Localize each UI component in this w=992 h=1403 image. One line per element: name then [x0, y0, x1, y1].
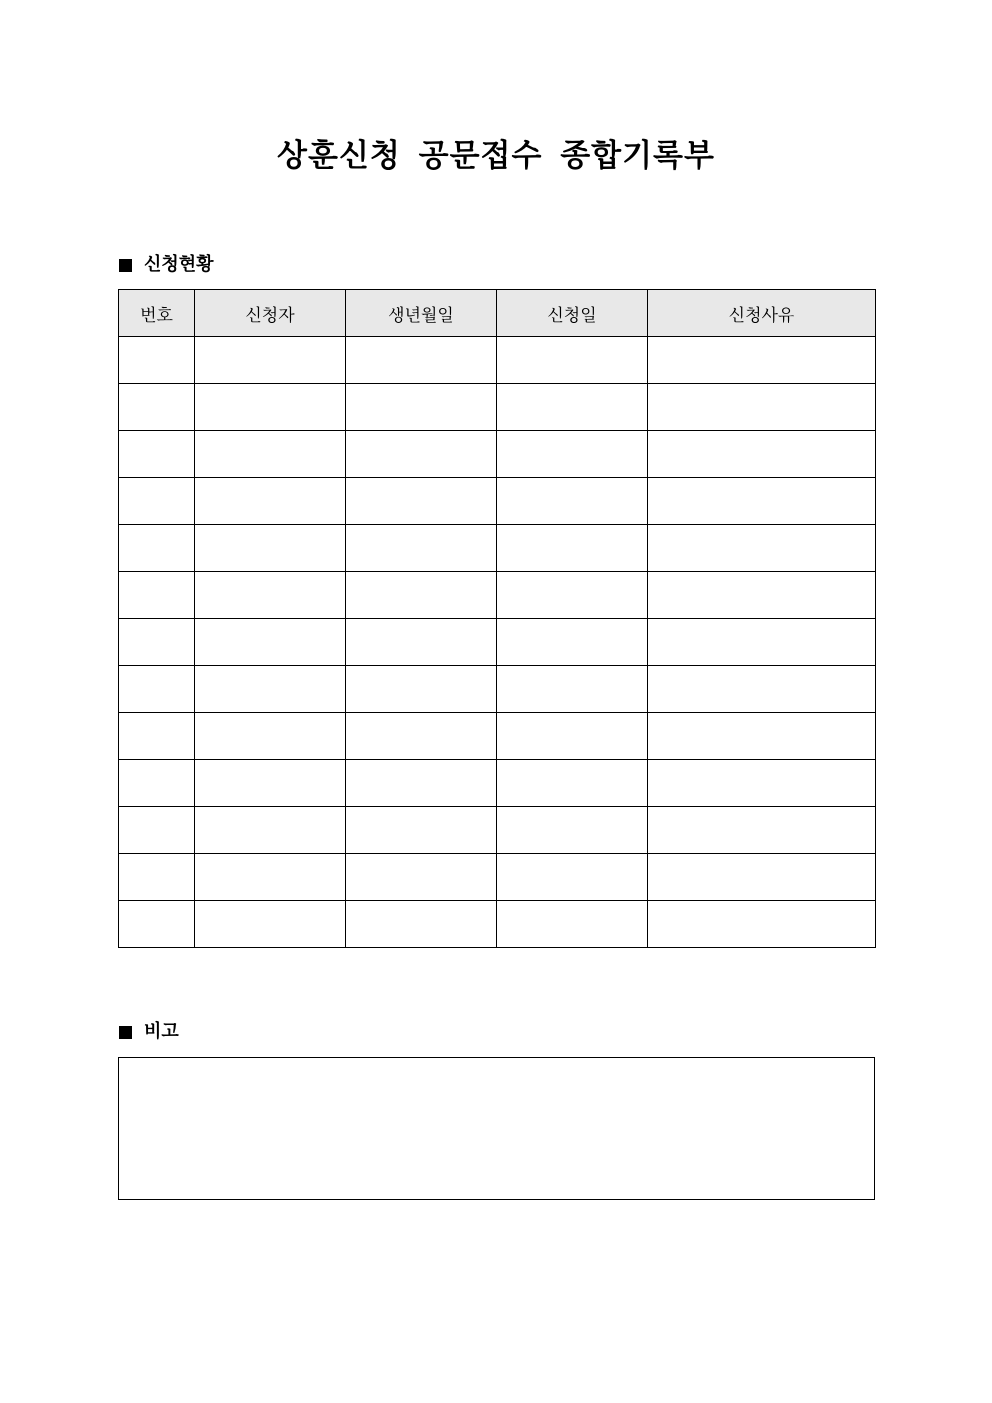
table-body: [119, 337, 876, 948]
cell-number[interactable]: [119, 666, 195, 713]
cell-birthdate[interactable]: [346, 901, 497, 948]
cell-application-date[interactable]: [497, 854, 648, 901]
cell-application-date[interactable]: [497, 572, 648, 619]
cell-applicant[interactable]: [195, 713, 346, 760]
cell-applicant[interactable]: [195, 525, 346, 572]
cell-application-date[interactable]: [497, 666, 648, 713]
square-bullet-icon: [119, 259, 132, 272]
square-bullet-icon: [119, 1026, 132, 1039]
status-table: [118, 289, 876, 948]
table-row: [119, 901, 876, 948]
cell-number[interactable]: [119, 384, 195, 431]
section-heading-status: [119, 253, 214, 277]
table-header-row: [119, 290, 876, 337]
table-row: [119, 807, 876, 854]
cell-birthdate[interactable]: [346, 337, 497, 384]
table-row: [119, 666, 876, 713]
column-header-reason: 신청사유: [648, 290, 876, 337]
cell-application-date[interactable]: [497, 760, 648, 807]
table-row: [119, 854, 876, 901]
table-row: [119, 525, 876, 572]
column-header-application-date: 신청일: [497, 290, 648, 337]
cell-number[interactable]: [119, 760, 195, 807]
cell-application-date[interactable]: [497, 478, 648, 525]
section-heading-label: 신청현황: [144, 254, 214, 275]
table-row: [119, 572, 876, 619]
cell-birthdate[interactable]: [346, 713, 497, 760]
cell-number[interactable]: [119, 525, 195, 572]
cell-applicant[interactable]: [195, 384, 346, 431]
cell-number[interactable]: [119, 854, 195, 901]
cell-number[interactable]: [119, 337, 195, 384]
remarks-box[interactable]: [118, 1057, 875, 1200]
cell-application-date[interactable]: [497, 713, 648, 760]
cell-applicant[interactable]: [195, 478, 346, 525]
cell-birthdate[interactable]: [346, 572, 497, 619]
cell-applicant[interactable]: [195, 807, 346, 854]
cell-application-date[interactable]: [497, 525, 648, 572]
column-header-applicant: 신청자: [195, 290, 346, 337]
cell-application-date[interactable]: [497, 337, 648, 384]
cell-applicant[interactable]: [195, 619, 346, 666]
cell-birthdate[interactable]: [346, 619, 497, 666]
table-row: [119, 478, 876, 525]
cell-applicant[interactable]: [195, 572, 346, 619]
cell-application-date[interactable]: [497, 384, 648, 431]
cell-number[interactable]: [119, 901, 195, 948]
cell-reason[interactable]: [648, 431, 876, 478]
section-heading-label: 비고: [144, 1021, 179, 1042]
cell-birthdate[interactable]: [346, 807, 497, 854]
cell-reason[interactable]: [648, 572, 876, 619]
cell-reason[interactable]: [648, 807, 876, 854]
section-heading-remarks: [119, 1020, 179, 1044]
cell-birthdate[interactable]: [346, 854, 497, 901]
table-row: [119, 431, 876, 478]
cell-birthdate[interactable]: [346, 384, 497, 431]
cell-reason[interactable]: [648, 854, 876, 901]
cell-number[interactable]: [119, 619, 195, 666]
cell-applicant[interactable]: [195, 760, 346, 807]
cell-reason[interactable]: [648, 525, 876, 572]
cell-number[interactable]: [119, 807, 195, 854]
cell-applicant[interactable]: [195, 854, 346, 901]
cell-applicant[interactable]: [195, 337, 346, 384]
cell-number[interactable]: [119, 572, 195, 619]
cell-reason[interactable]: [648, 619, 876, 666]
cell-number[interactable]: [119, 431, 195, 478]
table-row: [119, 619, 876, 666]
table-row: [119, 713, 876, 760]
cell-application-date[interactable]: [497, 901, 648, 948]
cell-number[interactable]: [119, 478, 195, 525]
cell-reason[interactable]: [648, 666, 876, 713]
cell-number[interactable]: [119, 713, 195, 760]
cell-birthdate[interactable]: [346, 760, 497, 807]
cell-reason[interactable]: [648, 337, 876, 384]
cell-reason[interactable]: [648, 760, 876, 807]
cell-applicant[interactable]: [195, 901, 346, 948]
cell-application-date[interactable]: [497, 431, 648, 478]
page-title: 상훈신청 공문접수 종합기록부: [277, 138, 715, 174]
cell-reason[interactable]: [648, 713, 876, 760]
cell-birthdate[interactable]: [346, 478, 497, 525]
cell-applicant[interactable]: [195, 431, 346, 478]
table-row: [119, 337, 876, 384]
cell-reason[interactable]: [648, 384, 876, 431]
table-row: [119, 760, 876, 807]
cell-application-date[interactable]: [497, 619, 648, 666]
cell-birthdate[interactable]: [346, 666, 497, 713]
cell-reason[interactable]: [648, 478, 876, 525]
column-header-birthdate: 생년월일: [346, 290, 497, 337]
cell-application-date[interactable]: [497, 807, 648, 854]
column-header-number: 번호: [119, 290, 195, 337]
cell-birthdate[interactable]: [346, 431, 497, 478]
cell-applicant[interactable]: [195, 666, 346, 713]
table-row: [119, 384, 876, 431]
cell-birthdate[interactable]: [346, 525, 497, 572]
cell-reason[interactable]: [648, 901, 876, 948]
